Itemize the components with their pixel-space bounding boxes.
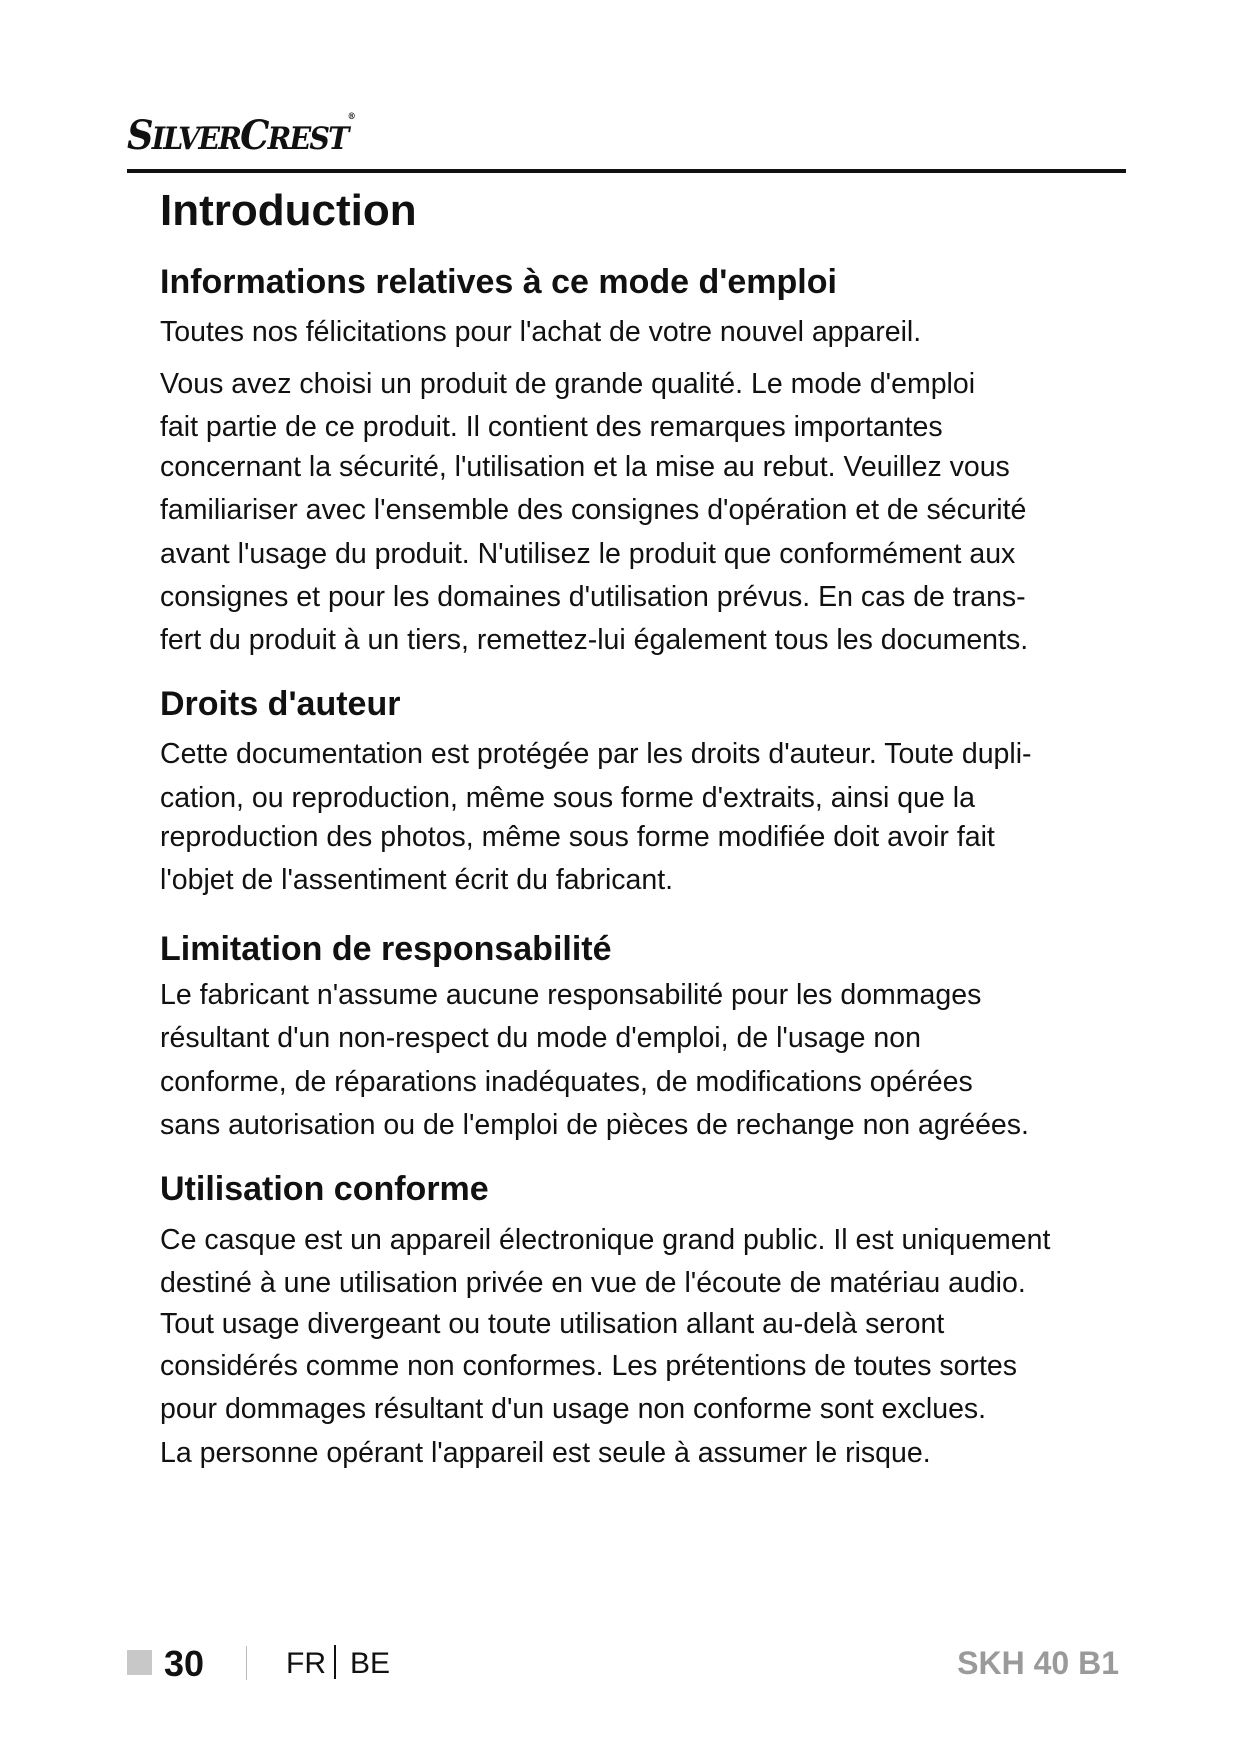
section-heading: Informations relatives à ce mode d'emploi: [160, 263, 837, 301]
body-text-line: Vous avez choisi un produit de grande qualité. Le mode d'emploi: [160, 368, 976, 400]
footer-divider: [246, 1646, 247, 1680]
body-text-line: Cette documentation est protégée par les droits d'auteur. Toute dupli-: [160, 738, 1032, 770]
body-text-line: considérés comme non conformes. Les prétentions de toutes sortes: [160, 1350, 1018, 1382]
body-text-line: Tout usage divergeant ou toute utilisation allant au-delà seront: [160, 1308, 945, 1340]
body-text-line: cation, ou reproduction, même sous forme d'extraits, ainsi que la: [160, 782, 975, 814]
body-text-line: reproduction des photos, même sous forme modifiée doit avoir fait: [160, 821, 995, 853]
body-text-line: La personne opérant l'appareil est seule à assumer le risque.: [160, 1437, 931, 1469]
section-heading: Droits d'auteur: [160, 685, 401, 723]
body-text-line: sans autorisation ou de l'emploi de pièces de rechange non agréées.: [160, 1109, 1029, 1141]
body-text-line: Toutes nos félicitations pour l'achat de votre nouvel appareil.: [160, 316, 922, 348]
body-text-line: concernant la sécurité, l'utilisation et la mise au rebut. Veuillez vous: [160, 451, 1010, 483]
body-text-line: fait partie de ce produit. Il contient des remarques importantes: [160, 411, 943, 443]
model-number: SKH 40 B1: [957, 1645, 1119, 1681]
body-text-line: avant l'usage du produit. N'utilisez le produit que conformément aux: [160, 538, 1016, 570]
body-text-line: familiariser avec l'ensemble des consignes d'opération et de sécurité: [160, 494, 1027, 526]
page-marker: [127, 1650, 152, 1675]
section-heading: Utilisation conforme: [160, 1170, 489, 1208]
body-text-line: résultant d'un non-respect du mode d'emploi, de l'usage non: [160, 1022, 921, 1054]
header-rule: [127, 169, 1126, 173]
language-be: BE: [350, 1647, 391, 1680]
body-text-line: consignes et pour les domaines d'utilisation prévus. En cas de trans-: [160, 581, 1026, 613]
section-heading: Limitation de responsabilité: [160, 930, 612, 968]
brand-logo: SILVERCREST®: [127, 112, 354, 159]
body-text-line: destiné à une utilisation privée en vue de l'écoute de matériau audio.: [160, 1267, 1026, 1299]
language-divider: [334, 1645, 336, 1679]
page-number: 30: [164, 1643, 205, 1684]
language-fr: FR: [286, 1647, 326, 1680]
body-text-line: Ce casque est un appareil électronique grand public. Il est uniquement: [160, 1224, 1051, 1256]
page-title: Introduction: [160, 186, 417, 235]
body-text-line: Le fabricant n'assume aucune responsabilité pour les dommages: [160, 979, 982, 1011]
body-text-line: pour dommages résultant d'un usage non conforme sont exclues.: [160, 1393, 987, 1425]
body-text-line: fert du produit à un tiers, remettez-lui également tous les documents.: [160, 624, 1029, 656]
body-text-line: conforme, de réparations inadéquates, de modifications opérées: [160, 1066, 973, 1098]
body-text-line: l'objet de l'assentiment écrit du fabricant.: [160, 864, 674, 896]
